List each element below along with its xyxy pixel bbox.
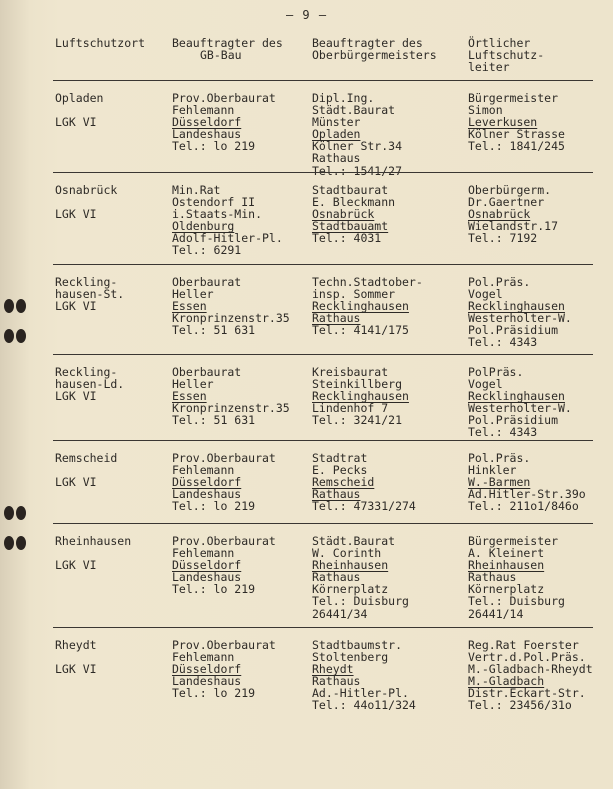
cell-line: Hinkler	[468, 463, 517, 478]
cell-line: Rathaus	[312, 311, 361, 326]
table-row	[55, 81, 610, 178]
cell-line: Düsseldorf	[172, 115, 242, 130]
lgk-label: LGK VI	[55, 207, 97, 222]
cell-line: Distr.Eckart-Str.	[468, 686, 586, 701]
cell-line: Remscheid	[312, 475, 375, 490]
cell-line: Techn.Stadtober-	[312, 275, 423, 289]
cell-line: Tel.: 7192	[468, 231, 538, 246]
cell-line: Tel.: lo 219	[172, 582, 256, 597]
cell-line: Düsseldorf	[172, 662, 242, 677]
cell-line: E. Pecks	[312, 463, 368, 478]
cell-line: Rheinhausen	[312, 558, 389, 573]
mayor-cell	[312, 535, 409, 620]
local-leader-cell	[468, 276, 572, 349]
cell-line: Rathaus	[312, 674, 361, 689]
cell-line: Tel.: 51 631	[172, 413, 256, 428]
cell-line: Pol.Präs.	[468, 275, 531, 289]
cell-line: M.-Gladbach-Rheydt	[468, 662, 593, 677]
cell-line: Kreisbaurat	[312, 365, 389, 379]
cell-line: Tel.: 6291	[172, 243, 242, 258]
local-leader-cell	[468, 92, 565, 152]
cell-line: Ad.Hitler-Str.39o	[468, 487, 586, 502]
cell-line: Reg.Rat Foerster	[468, 638, 579, 652]
cell-line: i.Staats-Min.	[172, 207, 263, 222]
cell-line: Recklinghausen	[312, 389, 409, 404]
table-row	[55, 628, 610, 732]
location-cell	[55, 535, 131, 571]
cell-line: Recklinghausen	[312, 299, 409, 314]
punch-hole	[4, 536, 14, 550]
cell-line: Landeshaus	[172, 570, 242, 585]
location-cell	[55, 276, 124, 312]
table-row	[55, 355, 610, 440]
cell-line: Bürgermeister	[468, 91, 559, 105]
cell-line: Körnerplatz	[468, 582, 545, 597]
cell-line: Rathaus	[312, 151, 361, 166]
location-name: Rheinhausen	[55, 534, 132, 548]
cell-line: Bürgermeister	[468, 534, 559, 548]
location-name: Reckling-	[55, 365, 118, 379]
cell-line: W. Corinth	[312, 546, 382, 561]
cell-line: Fehlemann	[172, 103, 235, 118]
cell-line: Tel.: 4343	[468, 425, 538, 440]
cell-line: Essen	[172, 299, 207, 314]
cell-line: Städt.Baurat	[312, 534, 396, 548]
cell-line: Rheinhausen	[468, 558, 545, 573]
page-number: – 9 –	[285, 8, 328, 22]
cell-line: Stadtbaumstr.	[312, 638, 403, 652]
cell-line: Stoltenberg	[312, 650, 389, 665]
punch-hole	[16, 536, 26, 550]
cell-line: Pol.Präsidium	[468, 413, 559, 428]
cell-line: Prov.Oberbaurat	[172, 91, 276, 105]
mayor-cell	[312, 639, 416, 712]
cell-line: Fehlemann	[172, 463, 235, 478]
lgk-label: LGK VI	[55, 299, 97, 314]
location-name-cont: hausen-Ld.	[55, 377, 125, 392]
cell-line: Recklinghausen	[468, 299, 565, 314]
cell-line: Essen	[172, 389, 207, 404]
cell-line: A. Kleinert	[468, 546, 545, 561]
cell-line: Osnabrück	[312, 207, 375, 222]
cell-line: Oberbaurat	[172, 365, 242, 379]
cell-line: Tel.: Duisburg	[312, 594, 409, 609]
lgk-label: LGK VI	[55, 662, 97, 677]
cell-line: Heller	[172, 287, 214, 302]
cell-line: Tel.: lo 219	[172, 686, 256, 701]
cell-line: Tel.: 1541/27	[312, 163, 403, 178]
cell-line: Simon	[468, 103, 503, 118]
cell-line: 26441/14	[468, 606, 524, 621]
air-raid-table	[55, 37, 610, 732]
location-cell	[55, 452, 117, 488]
cell-line: Tel.: 51 631	[172, 323, 256, 338]
cell-line: Steinkillberg	[312, 377, 403, 392]
gb-bau-cell	[172, 535, 276, 595]
cell-line: Opladen	[312, 127, 361, 142]
header-col-local-leader: Örtlicher Luftschutz- leiter	[468, 36, 545, 75]
cell-line: Tel.: 4031	[312, 231, 382, 246]
cell-line: Tel.: lo 219	[172, 499, 256, 514]
table-row	[55, 265, 610, 354]
mayor-cell	[312, 92, 402, 177]
cell-line: Rathaus	[312, 487, 361, 502]
location-name: Remscheid	[55, 451, 118, 465]
local-leader-cell	[468, 366, 572, 439]
cell-line: Tel.: 47331/274	[312, 499, 416, 514]
cell-line: Pol.Präs.	[468, 451, 531, 465]
punch-hole	[4, 329, 14, 343]
gb-bau-cell	[172, 366, 290, 426]
cell-line: Leverkusen	[468, 115, 538, 130]
cell-line: Pol.Präsidium	[468, 323, 559, 338]
cell-line: Oberbürgerm.	[468, 183, 552, 197]
cell-line: Landeshaus	[172, 674, 242, 689]
table-row	[55, 441, 610, 523]
cell-line: Stadtbaurat	[312, 183, 389, 197]
cell-line: Kölner Strasse	[468, 127, 565, 142]
cell-line: Rathaus	[468, 570, 517, 585]
cell-line: Städt.Baurat	[312, 103, 396, 118]
location-name: Reckling-	[55, 275, 118, 289]
cell-line: W.-Barmen	[468, 475, 531, 490]
punch-hole	[16, 299, 26, 313]
cell-line: Osnabrück	[468, 207, 531, 222]
cell-line: insp. Sommer	[312, 287, 396, 302]
lgk-label: LGK VI	[55, 115, 97, 130]
cell-line: Min.Rat	[172, 183, 221, 197]
cell-line: Tel.: lo 219	[172, 139, 256, 154]
gb-bau-cell	[172, 639, 276, 699]
gb-bau-cell	[172, 92, 276, 152]
cell-line: Tel.: 4141/175	[312, 323, 409, 338]
cell-line: Oldenburg	[172, 219, 235, 234]
cell-line: E. Bleckmann	[312, 195, 396, 210]
header-col-mayor: Beauftragter des Oberbürgermeisters	[312, 36, 437, 63]
cell-line: Düsseldorf	[172, 558, 242, 573]
local-leader-cell	[468, 184, 558, 244]
cell-line: Vogel	[468, 287, 503, 302]
cell-line: Münster	[312, 115, 361, 130]
location-cell	[55, 92, 103, 128]
mayor-cell	[312, 276, 423, 336]
cell-line: Stadtbauamt	[312, 219, 389, 234]
local-leader-cell	[468, 452, 586, 512]
mayor-cell	[312, 184, 395, 244]
cell-line: Landeshaus	[172, 487, 242, 502]
cell-line: Stadtrat	[312, 451, 368, 465]
cell-line: Dr.Gaertner	[468, 195, 545, 210]
cell-line: Prov.Oberbaurat	[172, 451, 276, 465]
location-name: Rheydt	[55, 638, 97, 652]
cell-line: Tel.: 4343	[468, 335, 538, 350]
location-name: Osnabrück	[55, 183, 118, 197]
cell-line: Rheydt	[312, 662, 354, 677]
header-col-location: Luftschutzort	[55, 36, 146, 50]
location-name-cont: hausen-St.	[55, 287, 125, 302]
cell-line: M.-Gladbach	[468, 674, 545, 689]
cell-line: Westerholter-W.	[468, 401, 572, 416]
cell-line: Kölner Str.34	[312, 139, 403, 154]
cell-line: Rathaus	[312, 570, 361, 585]
cell-line: 26441/34	[312, 606, 368, 621]
cell-line: Oberbaurat	[172, 275, 242, 289]
location-cell	[55, 639, 97, 675]
local-leader-cell	[468, 639, 593, 712]
cell-line: Tel.: 1841/245	[468, 139, 565, 154]
cell-line: Adolf-Hitler-Pl.	[172, 231, 283, 246]
table-header	[55, 37, 610, 80]
cell-line: Lindenhof 7	[312, 401, 389, 416]
location-cell	[55, 366, 124, 402]
cell-line: Fehlemann	[172, 546, 235, 561]
punch-hole	[4, 299, 14, 313]
cell-line: Dipl.Ing.	[312, 91, 375, 105]
cell-line: PolPräs.	[468, 365, 524, 379]
lgk-label: LGK VI	[55, 389, 97, 404]
cell-line: Tel.: 44o11/324	[312, 698, 416, 713]
gb-bau-cell	[172, 276, 290, 336]
cell-line: Ad.-Hitler-Pl.	[312, 686, 409, 701]
cell-line: Kronprinzenstr.35	[172, 401, 290, 416]
cell-line: Kronprinzenstr.35	[172, 311, 290, 326]
cell-line: Körnerplatz	[312, 582, 389, 597]
cell-line: Prov.Oberbaurat	[172, 638, 276, 652]
cell-line: Tel.: 3241/21	[312, 413, 403, 428]
punch-hole	[16, 506, 26, 520]
cell-line: Fehlemann	[172, 650, 235, 665]
cell-line: Düsseldorf	[172, 475, 242, 490]
cell-line: Wielandstr.17	[468, 219, 559, 234]
lgk-label: LGK VI	[55, 475, 97, 490]
cell-line: Westerholter-W.	[468, 311, 572, 326]
table-row	[55, 173, 610, 264]
lgk-label: LGK VI	[55, 558, 97, 573]
gb-bau-cell	[172, 184, 283, 257]
gb-bau-cell	[172, 452, 276, 512]
local-leader-cell	[468, 535, 565, 620]
cell-line: Heller	[172, 377, 214, 392]
cell-line: Landeshaus	[172, 127, 242, 142]
location-name: Opladen	[55, 91, 104, 105]
cell-line: Tel.: 23456/31o	[468, 698, 572, 713]
mayor-cell	[312, 452, 416, 512]
punch-hole	[16, 329, 26, 343]
cell-line: Tel.: 211o1/846o	[468, 499, 579, 514]
cell-line: Prov.Oberbaurat	[172, 534, 276, 548]
mayor-cell	[312, 366, 409, 426]
cell-line: Tel.: Duisburg	[468, 594, 565, 609]
header-col-gb-bau: Beauftragter des GB-Bau	[172, 36, 283, 63]
cell-line: Ostendorf II	[172, 195, 256, 210]
cell-line: Vogel	[468, 377, 503, 392]
table-row	[55, 524, 610, 627]
location-cell	[55, 184, 117, 220]
cell-line: Vertr.d.Pol.Präs.	[468, 650, 586, 665]
punch-hole	[4, 506, 14, 520]
cell-line: Recklinghausen	[468, 389, 565, 404]
